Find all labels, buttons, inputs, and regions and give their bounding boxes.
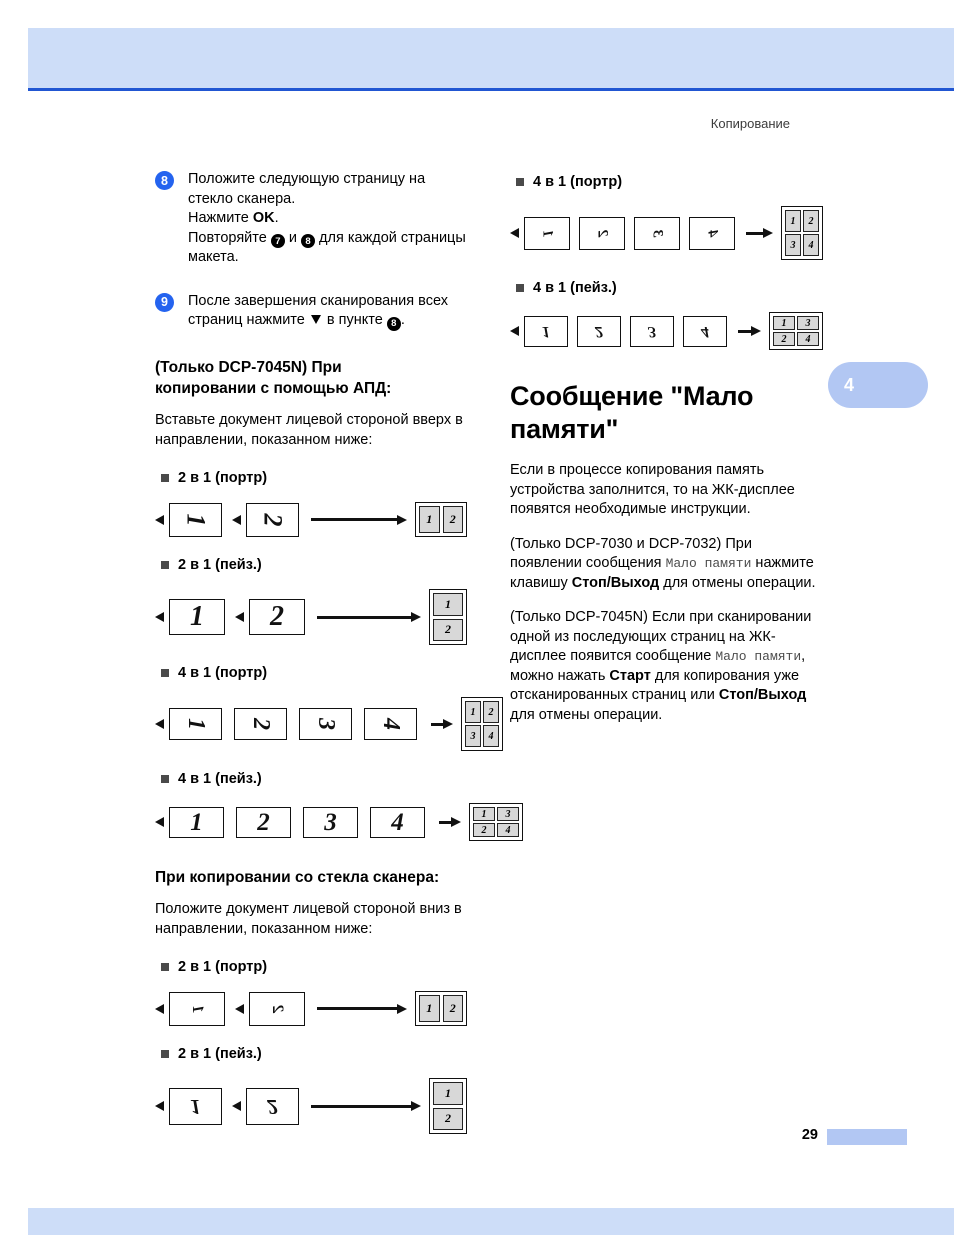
arrow-line (746, 232, 763, 235)
source-page-box (169, 992, 225, 1026)
source-page-box (577, 316, 621, 347)
layout-option-label (161, 1046, 467, 1062)
bullet-square-icon (516, 284, 524, 292)
step-number-badge: 9 (155, 293, 174, 312)
layout-diagram (155, 502, 467, 537)
step-item-9 (155, 292, 467, 331)
page-number-glyph: 4 (701, 323, 709, 340)
page-number-glyph: 4 (704, 229, 721, 237)
source-page-box (169, 599, 225, 635)
source-page-box (234, 708, 287, 740)
source-page-box (364, 708, 417, 740)
layout-option-text: 2 в 1 (портр) (178, 959, 268, 975)
body-paragraph: (Только DCP-7045N) Если при сканировании одной из последующих страниц на ЖК-дисплее появится сообщение Мало памяти, можно нажать Старт для копирования уже отсканированных страниц или Стоп/Выход для отмены операции. (510, 609, 812, 723)
source-page-box (236, 807, 291, 838)
bullet-square-icon (161, 775, 169, 783)
result-page: 4 (803, 234, 819, 256)
source-page-box (630, 316, 674, 347)
result-page: 1 (419, 995, 440, 1022)
feed-direction-icon (155, 1004, 164, 1014)
result-sheet (781, 206, 823, 260)
result-page: 1 (785, 210, 801, 232)
step-paragraph: Повторяйте 7 и 8 для каждой страницы макета. (188, 229, 466, 266)
layout-option-label (161, 771, 467, 787)
bottom-band (28, 1208, 954, 1235)
inline-step-ref: 8 (301, 234, 315, 248)
result-page: 1 (773, 316, 795, 330)
down-arrow-key-icon (311, 315, 321, 324)
layout-diagram (155, 803, 511, 841)
feed-direction-icon (155, 1101, 164, 1111)
source-page-box (169, 708, 222, 740)
feed-direction-icon (235, 612, 244, 622)
key-name: Старт (609, 667, 651, 684)
page-number-glyph: 2 (594, 229, 611, 237)
result-page: 2 (443, 995, 464, 1022)
step-text (188, 170, 466, 268)
arrow-head (397, 515, 407, 525)
layout-option-label (161, 665, 467, 681)
arrow-head (397, 1004, 407, 1014)
layout-diagram (155, 1078, 467, 1134)
step-text (188, 292, 466, 331)
transform-arrow-icon (439, 817, 461, 827)
result-page: 4 (797, 332, 819, 346)
arrow-line (317, 616, 411, 619)
page-number-glyph: 1 (539, 229, 556, 237)
layout-option-text: 2 в 1 (пейз.) (178, 1046, 262, 1062)
feed-direction-icon (235, 1004, 244, 1014)
source-page-box (303, 807, 358, 838)
layout-option-label (516, 280, 823, 296)
section-title-adf: (Только DCP-7045N) При копировании с помощью АПД: (155, 359, 392, 397)
arrow-head (763, 228, 773, 238)
source-page-box (246, 503, 299, 537)
page-number-glyph: 2 (267, 1094, 278, 1119)
source-page-box (579, 217, 625, 250)
result-sheet (429, 1078, 467, 1134)
chapter-tab (828, 362, 928, 408)
result-page: 2 (803, 210, 819, 232)
result-page: 2 (433, 1108, 463, 1131)
source-page-box (169, 807, 224, 838)
result-page: 3 (797, 316, 819, 330)
page-title: Сообщение "Мало памяти" (510, 381, 754, 444)
source-page-box (249, 599, 305, 635)
result-page: 4 (497, 823, 519, 837)
step-paragraph: После завершения сканирования всех страниц нажмите в пункте 8 . (188, 292, 448, 330)
result-page: 2 (473, 823, 495, 837)
page-number-glyph: 2 (270, 601, 284, 632)
page-number-glyph: 2 (595, 323, 603, 340)
result-sheet (429, 589, 467, 645)
bullet-square-icon (161, 669, 169, 677)
page-number-bar (827, 1129, 907, 1145)
arrow-line (311, 1105, 411, 1108)
page-number-glyph: 2 (247, 718, 274, 730)
step-paragraph: Положите следующую страницу на стекло сканера. (188, 171, 426, 207)
feed-direction-icon (155, 612, 164, 622)
page-number-glyph: 1 (181, 513, 211, 526)
arrow-line (317, 1007, 397, 1010)
page-number-glyph: 3 (312, 718, 339, 730)
result-page: 1 (473, 807, 495, 821)
layout-diagram (155, 589, 467, 645)
result-sheet (415, 991, 467, 1026)
body-paragraph: (Только DCP-7030 и DCP-7032) При появлении сообщения Мало памяти нажмите клавишу Стоп/Выход для отмены операции. (510, 535, 816, 591)
page-number-glyph: 2 (258, 513, 288, 526)
arrow-line (738, 330, 751, 333)
right-column (510, 170, 823, 725)
step-item-8 (155, 170, 467, 268)
running-header: Копирование (710, 116, 790, 131)
page-number-glyph: 1 (542, 323, 550, 340)
section-title-glass: При копировании со стекла сканера: (155, 869, 440, 886)
bullet-square-icon (161, 1050, 169, 1058)
page-number-glyph: 1 (190, 1094, 201, 1119)
section-intro-adf: Вставьте документ лицевой стороной вверх в направлении, показанном ниже: (155, 412, 463, 448)
page-number-glyph: 3 (649, 229, 666, 237)
transform-arrow-icon (738, 326, 761, 336)
layout-option-label (516, 174, 823, 190)
source-page-box (370, 807, 425, 838)
layout-option-label (161, 959, 467, 975)
bullet-square-icon (516, 178, 524, 186)
source-page-box (634, 217, 680, 250)
transform-arrow-icon (311, 1101, 421, 1111)
layout-option-text: 4 в 1 (портр) (178, 665, 268, 681)
layout-diagram (155, 991, 467, 1026)
source-page-box (169, 503, 222, 537)
page-number-glyph: 1 (189, 1004, 206, 1013)
layout-option-text: 4 в 1 (пейз.) (178, 771, 262, 787)
feed-direction-icon (510, 228, 519, 238)
source-page-box (524, 217, 570, 250)
arrow-line (439, 821, 451, 824)
result-page: 4 (483, 725, 499, 747)
feed-direction-icon (232, 515, 241, 525)
transform-arrow-icon (311, 515, 407, 525)
result-sheet (469, 803, 523, 841)
result-page: 2 (773, 332, 795, 346)
result-page: 1 (433, 1082, 463, 1105)
feed-direction-icon (232, 1101, 241, 1111)
layout-diagram (155, 697, 494, 751)
feed-direction-icon (155, 817, 164, 827)
transform-arrow-icon (317, 1004, 407, 1014)
lcd-message-text: Мало памяти (665, 556, 752, 571)
left-column (155, 170, 511, 1134)
result-page: 1 (419, 506, 440, 533)
source-page-box (169, 1088, 222, 1125)
arrow-head (443, 719, 453, 729)
result-page: 3 (465, 725, 481, 747)
source-page-box (683, 316, 727, 347)
bullet-square-icon (161, 963, 169, 971)
page-number-glyph: 1 (190, 808, 203, 836)
result-page: 2 (433, 619, 463, 642)
result-page: 1 (465, 701, 481, 723)
page-number-glyph: 3 (648, 323, 656, 340)
source-page-box (249, 992, 305, 1026)
result-sheet (415, 502, 467, 537)
result-page: 3 (785, 234, 801, 256)
result-page: 2 (483, 701, 499, 723)
bullet-square-icon (161, 474, 169, 482)
section-intro-glass: Положите документ лицевой стороной вниз в направлении, показанном ниже: (155, 901, 462, 937)
arrow-head (411, 612, 421, 622)
page-number-glyph: 2 (257, 808, 270, 836)
layout-diagram (510, 206, 823, 260)
top-band (28, 28, 954, 91)
source-page-box (246, 1088, 299, 1125)
layout-option-label (161, 557, 467, 573)
page-number-glyph: 4 (377, 718, 404, 730)
layout-option-text: 2 в 1 (портр) (178, 470, 268, 486)
lcd-message-text: Мало памяти (715, 649, 802, 664)
arrow-head (751, 326, 761, 336)
page-number-glyph: 2 (269, 1004, 286, 1013)
arrow-head (451, 817, 461, 827)
step-paragraph: Нажмите OK. (188, 210, 279, 226)
key-name: Стоп/Выход (718, 687, 807, 703)
transform-arrow-icon (317, 612, 421, 622)
feed-direction-icon (155, 719, 164, 729)
feed-direction-icon (155, 515, 164, 525)
source-page-box (524, 316, 568, 347)
transform-arrow-icon (431, 719, 453, 729)
chapter-number: 4 (844, 374, 855, 395)
page-number: 29 (801, 1127, 818, 1143)
result-page: 1 (433, 593, 463, 616)
inline-step-ref: 7 (271, 234, 285, 248)
source-page-box (689, 217, 735, 250)
feed-direction-icon (510, 326, 519, 336)
arrow-head (411, 1101, 421, 1111)
key-name: Стоп/Выход (571, 574, 660, 591)
result-page: 3 (497, 807, 519, 821)
page-number-glyph: 1 (182, 718, 209, 730)
source-page-box (299, 708, 352, 740)
page-number-glyph: 4 (391, 808, 404, 836)
arrow-line (311, 518, 397, 521)
layout-diagram (510, 312, 823, 350)
page-number-glyph: 1 (190, 601, 204, 632)
result-page: 2 (443, 506, 464, 533)
layout-option-label (161, 470, 467, 486)
inline-step-ref: 8 (387, 317, 401, 331)
result-sheet (769, 312, 823, 350)
key-name: OK (252, 210, 275, 226)
arrow-line (431, 723, 443, 726)
body-paragraph: Если в процессе копирования память устройства заполнится, то на ЖК-дисплее появятся необходимые инструкции. (510, 462, 795, 517)
step-number-badge: 8 (155, 171, 174, 190)
transform-arrow-icon (746, 228, 773, 238)
layout-option-text: 2 в 1 (пейз.) (178, 557, 262, 573)
layout-option-text: 4 в 1 (портр) (533, 174, 623, 190)
result-sheet (461, 697, 503, 751)
page-number-glyph: 3 (324, 808, 337, 836)
layout-option-text: 4 в 1 (пейз.) (533, 280, 617, 296)
bullet-square-icon (161, 561, 169, 569)
